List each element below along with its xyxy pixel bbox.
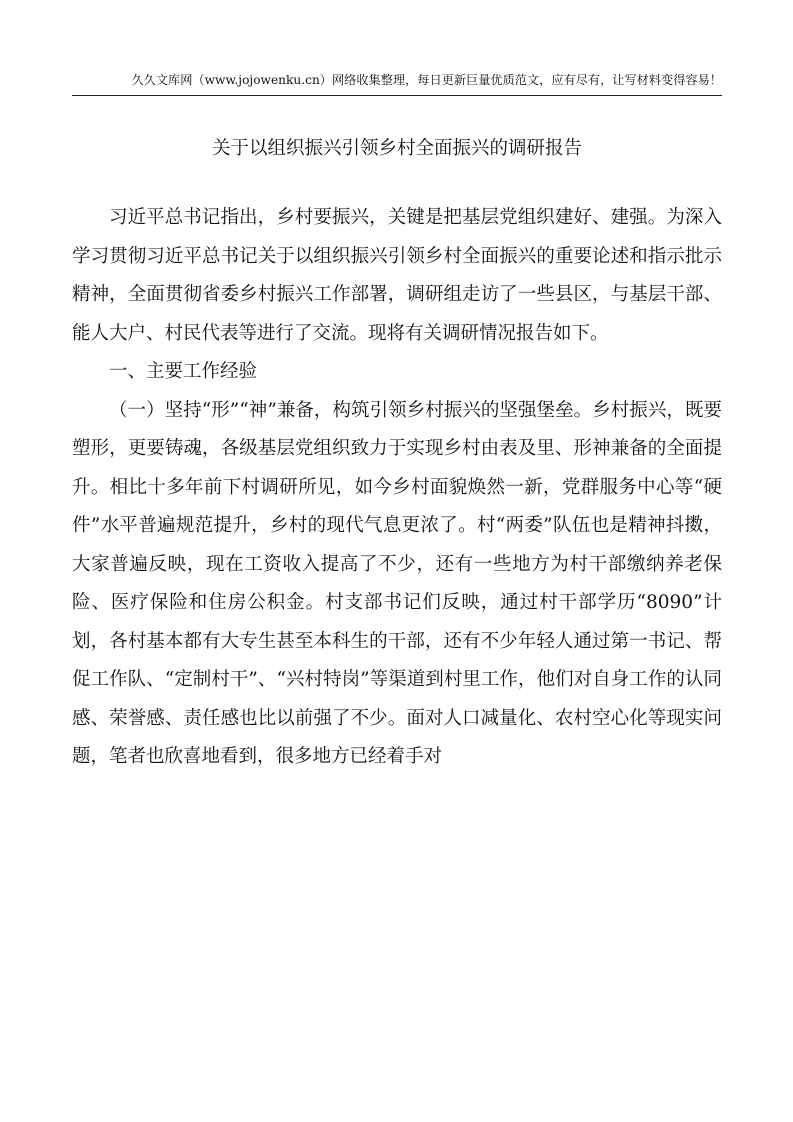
- page-header-text: 久久文库网（www.jojowenku.cn）网络收集整理，每日更新巨量优质范文，应有尽有，让写材料变得容易！: [131, 73, 722, 87]
- intro-paragraph: 习近平总书记指出，乡村要振兴，关键是把基层党组织建好、建强。为深入学习贯彻习近平总书记关于以组织振兴引领乡村全面振兴的重要论述和指示批示精神，全面贯彻省委乡村振兴工作部署，调研组走访了一些县区，与基层干部、能人大户、村民代表等进行了交流。现将有关调研情况报告如下。: [72, 207, 722, 344]
- section-heading: 一、主要工作经验: [109, 361, 258, 382]
- header-divider: [72, 95, 722, 96]
- document-body: [72, 199, 722, 777]
- body-paragraph: （一）坚持“形”“神”兼备，构筑引领乡村振兴的坚强堡垒。乡村振兴，既要塑形，更要铸魂，各级基层党组织致力于实现乡村由表及里、形神兼备的全面提升。相比十多年前下村调研所见，如今乡村面貌焕然一新，党群服务中心等“硬件”水平普遍规范提升，乡村的现代气息更浓了。村“两委”队伍也是精神抖擞，大家普遍反映，现在工资收入提高了不少，还有一些地方为村干部缴纳养老保险、医疗保险和住房公积金。村支部书记们反映，通过村干部学历“8090”计划，各村基本都有大专生甚至本科生的干部，还有不少年轻人通过第一书记、帮促工作队、“定制村干”、“兴村特岗”等渠道到村里工作，他们对自身工作的认同感、荣誉感、责任感也比以前强了不少。面对人口减量化、农村空心化等现实问题，笔者也欣喜地看到，很多地方已经着手对: [72, 399, 722, 767]
- document-title: 关于以组织振兴引领乡村全面振兴的调研报告: [211, 138, 582, 159]
